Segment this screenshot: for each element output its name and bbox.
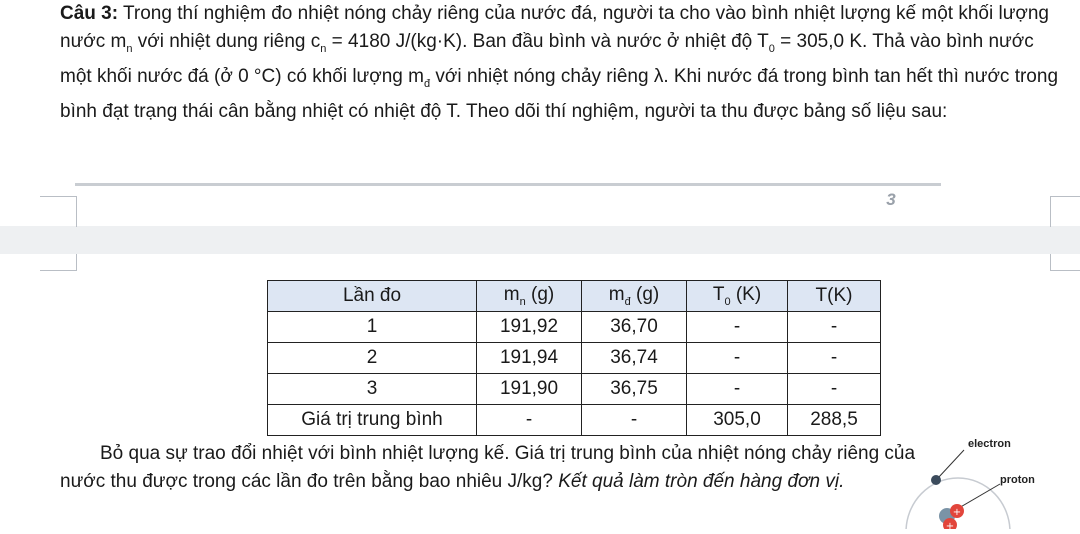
table-cell: 191,90	[477, 374, 582, 405]
table-cell: 1	[268, 312, 477, 343]
question-text-d: . Thả vào bình nước một khối nước đá (ở 0 °C) có khối lượng	[60, 31, 1034, 87]
svg-text:+: +	[952, 507, 962, 518]
header-lan-do: Lần đo	[268, 281, 477, 312]
table-cell: -	[788, 312, 881, 343]
question-ending	[60, 440, 940, 496]
table-row	[268, 312, 881, 343]
question-label: Câu 3:	[60, 3, 119, 24]
crop-mark	[1050, 196, 1080, 227]
table-header-row	[268, 281, 881, 312]
question-text-a: Trong thí nghiệm đo nhiệt nóng chảy riêng của nước đá, người ta cho vào bình nhiệt lượng kế một khối lượng nước	[60, 3, 1050, 52]
header-t0: $T_0$ (K)	[687, 281, 788, 312]
symbol-m-d: $m_đ$	[408, 66, 431, 90]
page-gap	[0, 226, 1080, 254]
table-cell: 305,0	[687, 405, 788, 436]
table-cell: 36,74	[582, 343, 687, 374]
table-cell: 36,70	[582, 312, 687, 343]
table-cell: Giá trị trung bình	[268, 405, 477, 436]
table-cell: 36,75	[582, 374, 687, 405]
table-row	[268, 374, 881, 405]
table-row-average	[268, 405, 881, 436]
proton-label: proton	[1000, 474, 1035, 486]
table-row	[268, 343, 881, 374]
crop-mark	[40, 254, 77, 271]
table-cell: 3	[268, 374, 477, 405]
table-cell: -	[687, 374, 788, 405]
crop-mark	[40, 196, 77, 227]
question-ending-text: Bỏ qua sự trao đổi nhiệt với bình nhiệt lượng kế. Giá trị trung bình của nhiệt nóng chảy riêng của nước thu được trong các lần đo trên bằng bao nhiêu J/kg?	[60, 443, 916, 492]
symbol-c-n: $c_n = 4180$ J/(kg·K)	[310, 31, 463, 55]
question-text-b: với nhiệt dung riêng	[132, 31, 311, 52]
question-text-c: . Ban đầu bình và nước ở nhiệt độ	[462, 31, 758, 52]
data-table	[267, 280, 881, 436]
question-paragraph	[60, 0, 1060, 126]
table-cell: -	[687, 343, 788, 374]
electron-label: electron	[968, 438, 1011, 450]
symbol-m-n: $m_n$	[110, 31, 133, 55]
svg-text:+: +	[945, 521, 955, 529]
table-cell: -	[788, 374, 881, 405]
header-m-d: $m_đ$ (g)	[582, 281, 687, 312]
rounding-instruction: Kết quả làm tròn đến hàng đơn vị.	[558, 471, 845, 492]
symbol-t0: $T_0 = 305,0$ K	[757, 31, 863, 55]
table-cell: -	[477, 405, 582, 436]
table-cell: -	[582, 405, 687, 436]
table-cell: 191,92	[477, 312, 582, 343]
crop-mark	[1050, 254, 1080, 271]
page-number: 3	[886, 190, 896, 209]
table-cell: 288,5	[788, 405, 881, 436]
header-t: T(K)	[788, 281, 881, 312]
table-cell: -	[788, 343, 881, 374]
atom-illustration	[896, 432, 1080, 529]
table-cell: 191,94	[477, 343, 582, 374]
table-cell: 2	[268, 343, 477, 374]
page-divider	[75, 183, 941, 186]
header-m-n: $m_n$ (g)	[477, 281, 582, 312]
table-cell: -	[687, 312, 788, 343]
question-text-e: với nhiệt nóng chảy riêng λ. Khi nước đá trong bình tan hết thì nước trong bình đạt trạng thái cân bằng nhiệt có nhiệt độ T. Theo dõi thí nghiệm, người ta thu được bảng số liệu sau:	[60, 66, 1059, 122]
